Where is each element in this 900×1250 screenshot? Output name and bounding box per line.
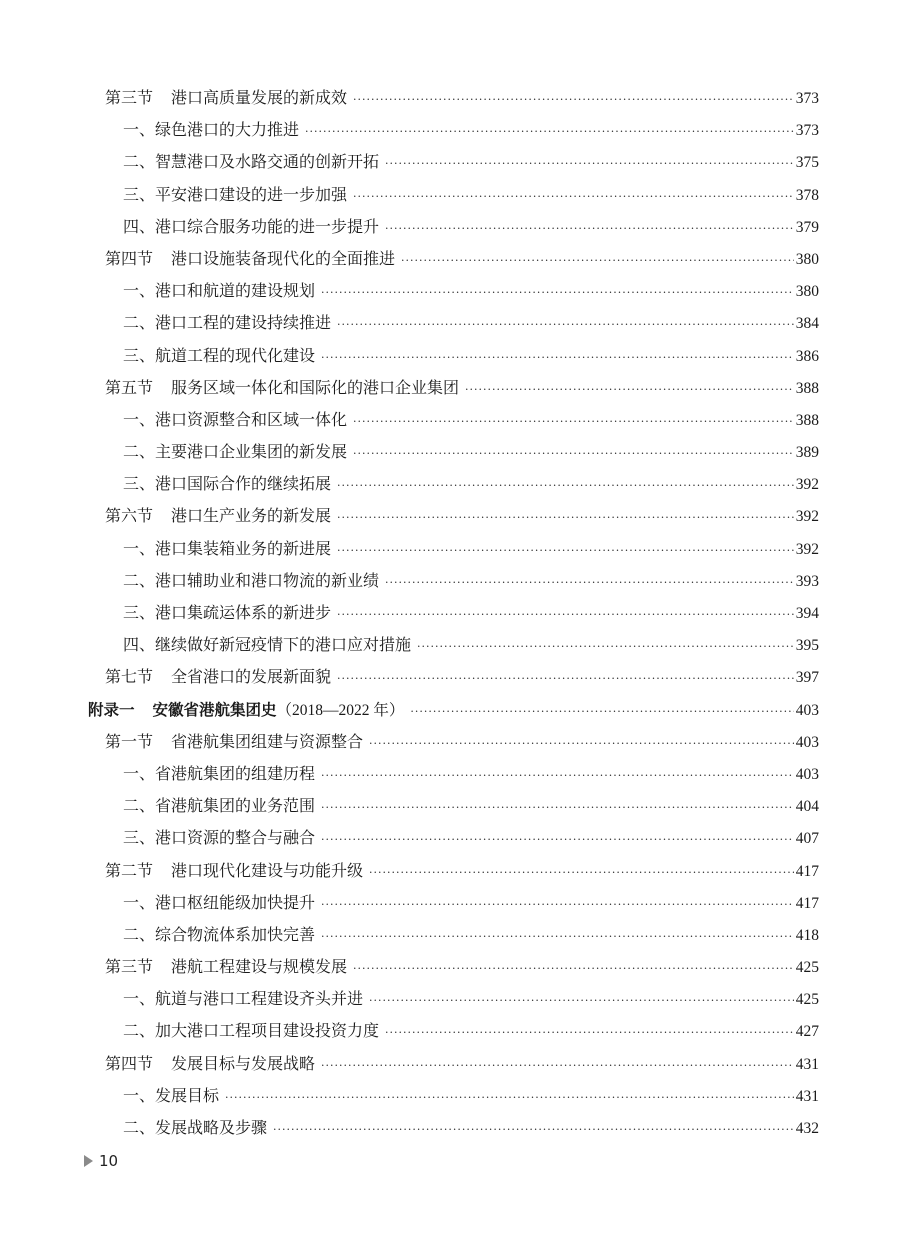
toc-row	[0, 275, 900, 307]
toc-title-years: （2018—2022 年）	[276, 701, 405, 719]
toc-entry	[105, 500, 819, 534]
toc-page-number: 407	[794, 823, 819, 855]
toc-title: 二、省港航集团的业务范围	[123, 790, 321, 822]
toc-row	[0, 1015, 900, 1047]
toc-row	[0, 1048, 900, 1080]
toc-title: 四、港口综合服务功能的进一步提升	[123, 211, 385, 243]
toc-page-number: 417	[794, 888, 819, 920]
toc-row	[0, 629, 900, 661]
toc-title: 发展目标与发展战略	[171, 1048, 321, 1080]
toc-entry	[123, 790, 819, 824]
toc-page-number: 378	[794, 180, 819, 212]
toc-row	[0, 661, 900, 693]
toc-row	[0, 855, 900, 887]
toc-leader-dots	[369, 985, 794, 1017]
toc-row	[0, 500, 900, 532]
toc-entry	[123, 307, 819, 341]
toc-title: 服务区域一体化和国际化的港口企业集团	[171, 372, 465, 404]
toc-page-number: 394	[794, 598, 819, 630]
toc-title: 四、继续做好新冠疫情下的港口应对措施	[123, 629, 417, 661]
toc-row	[0, 694, 900, 726]
toc-title: 港口高质量发展的新成效	[171, 82, 353, 114]
toc-leader-dots	[417, 631, 794, 663]
toc-entry	[123, 179, 819, 213]
page-footer	[84, 1152, 118, 1170]
toc-title: 二、港口辅助业和港口物流的新业绩	[123, 565, 385, 597]
toc-number: 第六节	[105, 500, 153, 532]
toc-title: 三、港口资源的整合与融合	[123, 822, 321, 854]
toc-leader-dots	[321, 277, 794, 309]
toc-row	[0, 597, 900, 629]
toc-leader-dots	[369, 728, 794, 760]
toc-page-number: 395	[794, 630, 819, 662]
toc-row	[0, 1112, 900, 1144]
toc-leader-dots	[321, 1050, 794, 1082]
toc-entry	[123, 629, 819, 663]
toc-leader-dots	[385, 567, 794, 599]
toc-page-number: 388	[794, 373, 819, 405]
toc-row	[0, 726, 900, 758]
toc-leader-dots	[321, 792, 794, 824]
toc-page-number: 425	[794, 984, 819, 1016]
toc-row	[0, 307, 900, 339]
toc-page-number: 404	[794, 791, 819, 823]
toc-number: 第一节	[105, 726, 153, 758]
toc-title: 三、港口国际合作的继续拓展	[123, 468, 337, 500]
toc-row	[0, 565, 900, 597]
toc-entry	[123, 919, 819, 953]
toc-leader-dots	[369, 857, 794, 889]
toc-leader-dots	[410, 696, 793, 728]
toc-page-number: 431	[794, 1081, 819, 1113]
toc-row	[0, 179, 900, 211]
toc-row	[0, 758, 900, 790]
toc-leader-dots	[337, 663, 794, 695]
toc-page-number: 425	[794, 952, 819, 984]
table-of-contents	[0, 82, 900, 1144]
toc-title: 港口设施装备现代化的全面推进	[171, 243, 401, 275]
toc-number: 第五节	[105, 372, 153, 404]
toc-row	[0, 436, 900, 468]
toc-number: 第四节	[105, 1048, 153, 1080]
toc-leader-dots	[225, 1082, 794, 1114]
toc-leader-dots	[321, 921, 794, 953]
toc-leader-dots	[353, 953, 794, 985]
toc-row	[0, 82, 900, 114]
toc-entry	[123, 114, 819, 148]
toc-title	[153, 694, 411, 727]
toc-title: 一、发展目标	[123, 1080, 225, 1112]
toc-leader-dots	[321, 760, 794, 792]
toc-title: 港口生产业务的新发展	[171, 500, 337, 532]
toc-page-number: 384	[794, 308, 819, 340]
toc-title: 二、港口工程的建设持续推进	[123, 307, 337, 339]
toc-entry	[123, 1015, 819, 1049]
toc-entry	[123, 533, 819, 567]
toc-number: 第七节	[105, 661, 153, 693]
toc-number: 附录一	[88, 694, 135, 726]
toc-title: 三、平安港口建设的进一步加强	[123, 179, 353, 211]
toc-title: 二、主要港口企业集团的新发展	[123, 436, 353, 468]
toc-page-number: 393	[794, 566, 819, 598]
toc-leader-dots	[337, 599, 794, 631]
toc-leader-dots	[337, 502, 794, 534]
toc-row	[0, 243, 900, 275]
toc-page-number: 373	[794, 115, 819, 147]
toc-row	[0, 951, 900, 983]
toc-title: 一、港口枢纽能级加快提升	[123, 887, 321, 919]
toc-leader-dots	[273, 1114, 794, 1146]
toc-title: 三、航道工程的现代化建设	[123, 340, 321, 372]
toc-title: 二、加大港口工程项目建设投资力度	[123, 1015, 385, 1047]
toc-title: 一、港口集装箱业务的新进展	[123, 533, 337, 565]
toc-title: 港航工程建设与规模发展	[171, 951, 353, 983]
toc-row	[0, 340, 900, 372]
toc-leader-dots	[385, 148, 794, 180]
toc-leader-dots	[385, 1017, 794, 1049]
toc-title: 三、港口集疏运体系的新进步	[123, 597, 337, 629]
toc-leader-dots	[385, 213, 794, 245]
toc-leader-dots	[353, 438, 794, 470]
toc-entry	[105, 82, 819, 116]
toc-row	[0, 146, 900, 178]
page-number: 10	[99, 1152, 119, 1170]
toc-row	[0, 1080, 900, 1112]
toc-entry	[123, 404, 819, 438]
toc-entry	[123, 211, 819, 245]
toc-row	[0, 887, 900, 919]
toc-title: 二、综合物流体系加快完善	[123, 919, 321, 951]
toc-row	[0, 468, 900, 500]
toc-entry	[88, 694, 819, 728]
toc-page-number: 392	[794, 469, 819, 501]
toc-page-number: 397	[794, 662, 819, 694]
toc-number: 第二节	[105, 855, 153, 887]
toc-title: 省港航集团组建与资源整合	[171, 726, 369, 758]
toc-row	[0, 404, 900, 436]
toc-row	[0, 822, 900, 854]
toc-page-number: 386	[794, 341, 819, 373]
toc-title: 全省港口的发展新面貌	[171, 661, 337, 693]
toc-entry	[123, 436, 819, 470]
toc-title: 一、港口资源整合和区域一体化	[123, 404, 353, 436]
toc-entry	[123, 822, 819, 856]
toc-title: 港口现代化建设与功能升级	[171, 855, 369, 887]
toc-page-number: 392	[794, 534, 819, 566]
toc-page-number: 403	[794, 727, 819, 759]
toc-page-number: 380	[794, 244, 819, 276]
toc-entry	[105, 1048, 819, 1082]
toc-leader-dots	[465, 374, 794, 406]
toc-entry	[105, 243, 819, 277]
toc-entry	[123, 758, 819, 792]
toc-page-number: 417	[794, 856, 819, 888]
toc-entry	[123, 340, 819, 374]
toc-title-main: 安徽省港航集团史	[152, 700, 277, 719]
toc-entry	[123, 1112, 819, 1146]
toc-row	[0, 114, 900, 146]
toc-leader-dots	[353, 406, 794, 438]
toc-page-number: 380	[794, 276, 819, 308]
toc-entry	[105, 726, 819, 760]
toc-page-number: 403	[794, 695, 819, 727]
toc-entry	[123, 597, 819, 631]
toc-row	[0, 211, 900, 243]
triangle-right-icon	[84, 1155, 93, 1167]
toc-page-number: 388	[794, 405, 819, 437]
toc-page-number: 418	[794, 920, 819, 952]
toc-row	[0, 983, 900, 1015]
toc-entry	[105, 661, 819, 695]
toc-number: 第三节	[105, 82, 153, 114]
toc-row	[0, 790, 900, 822]
toc-row	[0, 533, 900, 565]
toc-title: 一、省港航集团的组建历程	[123, 758, 321, 790]
toc-leader-dots	[353, 84, 794, 116]
toc-page-number: 379	[794, 212, 819, 244]
toc-leader-dots	[401, 245, 794, 277]
toc-number: 第三节	[105, 951, 153, 983]
toc-entry	[105, 855, 819, 889]
toc-title: 二、发展战略及步骤	[123, 1112, 273, 1144]
toc-page-number: 375	[794, 147, 819, 179]
toc-leader-dots	[337, 309, 794, 341]
toc-entry	[123, 146, 819, 180]
toc-leader-dots	[321, 342, 794, 374]
toc-entry	[105, 951, 819, 985]
toc-title: 一、港口和航道的建设规划	[123, 275, 321, 307]
toc-leader-dots	[337, 535, 794, 567]
toc-leader-dots	[337, 470, 794, 502]
toc-page-number: 373	[794, 83, 819, 115]
toc-row	[0, 919, 900, 951]
toc-number: 第四节	[105, 243, 153, 275]
toc-page-number: 427	[794, 1016, 819, 1048]
toc-entry	[123, 565, 819, 599]
toc-entry	[105, 372, 819, 406]
toc-leader-dots	[321, 889, 794, 921]
toc-page-number: 392	[794, 501, 819, 533]
toc-leader-dots	[321, 824, 794, 856]
toc-page-number: 432	[794, 1113, 819, 1145]
toc-entry	[123, 983, 819, 1017]
toc-entry	[123, 275, 819, 309]
toc-title: 一、绿色港口的大力推进	[123, 114, 305, 146]
toc-leader-dots	[353, 181, 794, 213]
toc-page-number: 389	[794, 437, 819, 469]
toc-leader-dots	[305, 116, 794, 148]
toc-entry	[123, 468, 819, 502]
toc-title: 二、智慧港口及水路交通的创新开拓	[123, 146, 385, 178]
toc-row	[0, 372, 900, 404]
toc-entry	[123, 887, 819, 921]
toc-page-number: 431	[794, 1049, 819, 1081]
toc-title: 一、航道与港口工程建设齐头并进	[123, 983, 369, 1015]
toc-entry	[123, 1080, 819, 1114]
toc-page-number: 403	[794, 759, 819, 791]
